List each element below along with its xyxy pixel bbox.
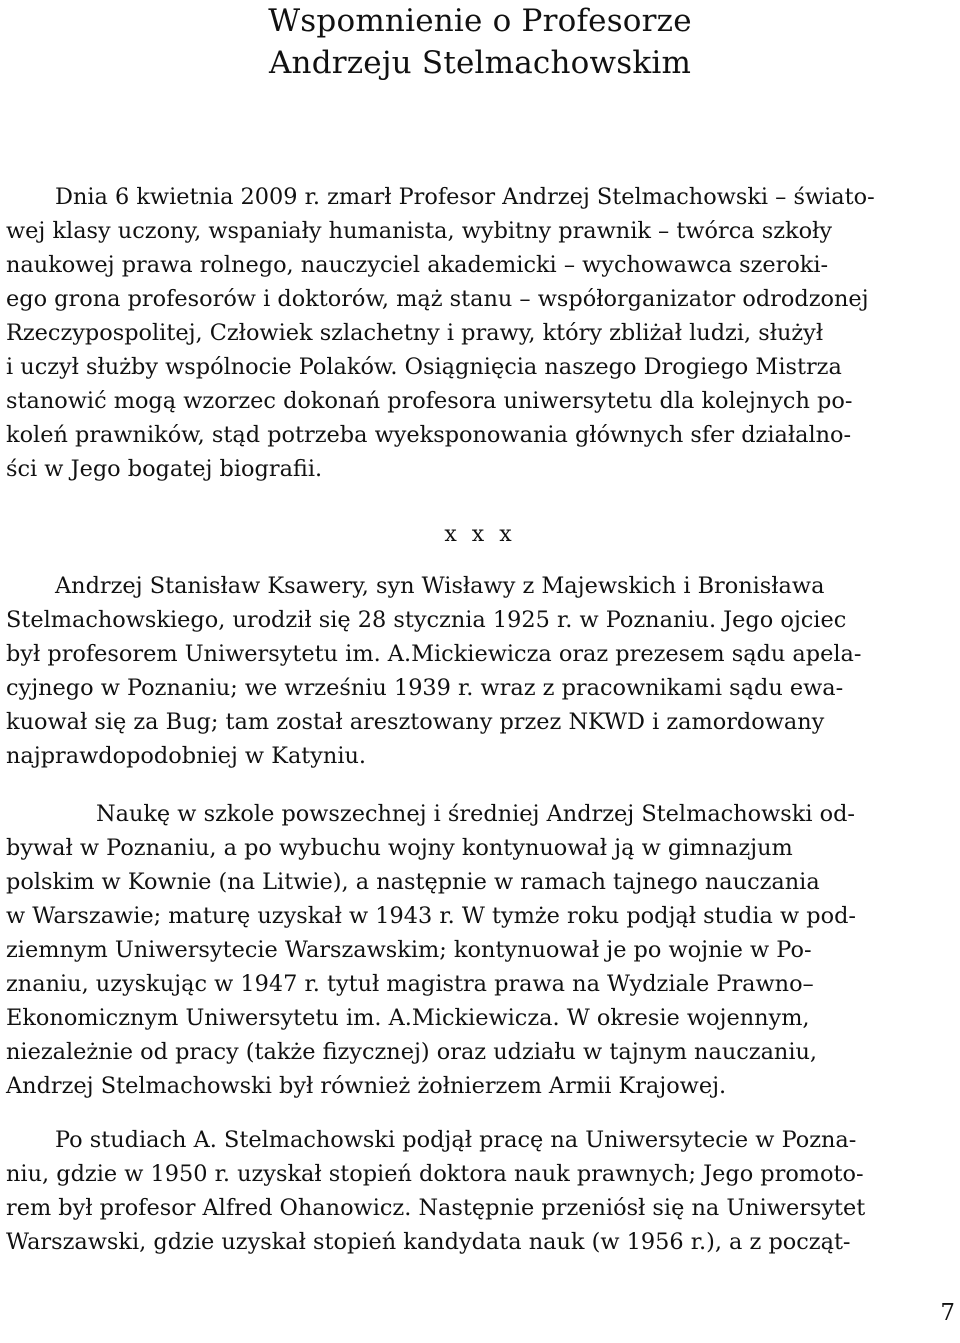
paragraph-birth	[6, 569, 956, 773]
text-line: i uczył służby wspólnocie Polaków. Osiągnięcia naszego Drogiego Mistrza	[6, 354, 842, 380]
text-line: znaniu, uzyskując w 1947 r. tytuł magistra prawa na Wydziale Prawno–	[6, 971, 814, 997]
text-line: Dnia 6 kwietnia 2009 r. zmarł Profesor Andrzej Stelmachowski – świato-	[55, 184, 875, 210]
title-line-2: Andrzeju Stelmachowskim	[268, 45, 692, 81]
text-line: ści w Jego bogatej biografii.	[6, 456, 323, 482]
text-line: Warszawski, gdzie uzyskał stopień kandydata nauk (w 1956 r.), a z począt-	[6, 1229, 851, 1255]
text-line: Andrzej Stanisław Ksawery, syn Wisławy z Majewskich i Bronisława	[55, 573, 825, 599]
text-line: koleń prawników, stąd potrzeba wyeksponowania głównych sfer działalno-	[6, 422, 852, 448]
text-line: ziemnym Uniwersytecie Warszawskim; kontynuował je po wojnie w Po-	[6, 937, 812, 963]
paragraph-education	[6, 797, 956, 1103]
text-line: Naukę w szkole powszechnej i średniej Andrzej Stelmachowski od-	[96, 801, 855, 827]
text-line: Stelmachowskiego, urodził się 28 stycznia 1925 r. w Poznaniu. Jego ojciec	[6, 607, 847, 633]
section-separator: x x x	[444, 522, 516, 547]
text-line: naukowej prawa rolnego, nauczyciel akademicki – wychowawca szeroki-	[6, 252, 829, 278]
text-line: był profesorem Uniwersytetu im. A.Mickiewicza oraz prezesem sądu apela-	[6, 641, 862, 667]
page-title	[0, 0, 960, 84]
text-line: Po studiach A. Stelmachowski podjął pracę na Uniwersytecie w Pozna-	[55, 1127, 857, 1153]
text-line: Andrzej Stelmachowski był również żołnierzem Armii Krajowej.	[6, 1073, 727, 1099]
paragraph-intro	[6, 180, 956, 486]
text-line: Rzeczypospolitej, Człowiek szlachetny i prawy, który zbliżał ludzi, służył	[6, 320, 824, 346]
text-line: polskim w Kownie (na Litwie), a następnie w ramach tajnego nauczania	[6, 869, 820, 895]
text-line: cyjnego w Poznaniu; we wrześniu 1939 r. wraz z pracownikami sądu ewa-	[6, 675, 844, 701]
text-line: kuował się za Bug; tam został aresztowany przez NKWD i zamordowany	[6, 709, 825, 735]
text-line: stanowić mogą wzorzec dokonań profesora uniwersytetu dla kolejnych po-	[6, 388, 853, 414]
text-line: wej klasy uczony, wspaniały humanista, wybitny prawnik – twórca szkoły	[6, 218, 832, 244]
page-number: 7	[940, 1300, 955, 1326]
text-line: Ekonomicznym Uniwersytetu im. A.Mickiewicza. W okresie wojennym,	[6, 1005, 810, 1031]
text-line: bywał w Poznaniu, a po wybuchu wojny kontynuował ją w gimnazjum	[6, 835, 793, 861]
text-line: niezależnie od pracy (także fizycznej) oraz udziału w tajnym nauczaniu,	[6, 1039, 818, 1065]
text-line: rem był profesor Alfred Ohanowicz. Następnie przeniósł się na Uniwersytet	[6, 1195, 866, 1221]
text-line: niu, gdzie w 1950 r. uzyskał stopień doktora nauk prawnych; Jego promoto-	[6, 1161, 864, 1187]
text-line: najprawdopodobniej w Katyniu.	[6, 743, 367, 769]
title-line-1: Wspomnienie o Profesorze	[268, 3, 692, 39]
text-line: ego grona profesorów i doktorów, mąż stanu – współorganizator odrodzonej	[6, 286, 869, 312]
paragraph-career	[6, 1123, 956, 1259]
text-line: w Warszawie; maturę uzyskał w 1943 r. W tymże roku podjął studia w pod-	[6, 903, 857, 929]
